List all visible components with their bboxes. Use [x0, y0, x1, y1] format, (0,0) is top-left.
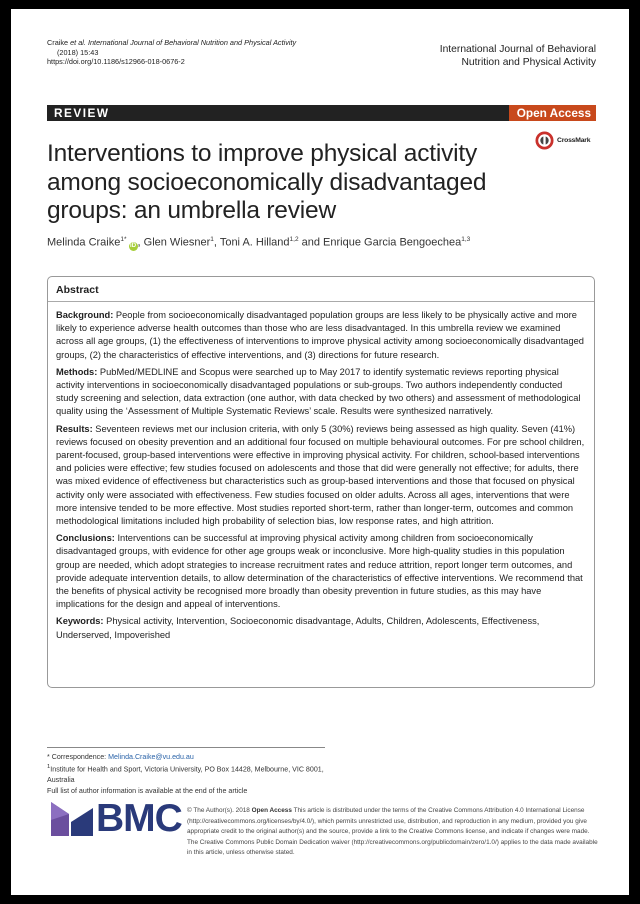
author-name[interactable]: , Toni A. Hilland [213, 236, 290, 249]
orcid-icon[interactable]: iD [130, 242, 137, 249]
author-affiliation-sup: 1 [210, 236, 214, 243]
abstract-results [56, 423, 586, 529]
open-access-badge: Open Access [509, 105, 596, 121]
affiliation-text: Institute for Health and Sport, Victoria University, PO Box 14428, Melbourne, VIC 8001, Australia [47, 765, 324, 785]
author-affiliation-sup: 1,2 [289, 236, 299, 243]
bmc-wordmark: BMC [96, 797, 182, 840]
section-label: Background: [56, 310, 114, 320]
abstract-heading: Abstract [56, 284, 99, 296]
license-text: This article is distributed under the terms of the Creative Commons Attribution 4.0 International License (http://creativecommons.org/licenses/by/4.0/), which permits unrestricted use, distribution, and reproduction in any medium, provided you give appropriate credit to the original author(s) and the source, provide a link to the Creative Commons license, and indicate if changes were made. The Creative Commons Public Domain Dedication waiver (http://creativecommons.org/publicdomain/zero/1.0/) applies to the data made available in this article, unless otherwise stated. [187, 807, 598, 856]
license-statement [187, 806, 602, 859]
author-name[interactable]: and Enrique Garcia Bengoechea [298, 236, 462, 249]
author-affiliation-sup: 1,3 [461, 236, 471, 243]
article-title: Interventions to improve physical activity among socioeconomically disadvantaged groups: an umbrella review [47, 140, 487, 224]
section-label: Methods: [56, 366, 98, 377]
author-affiliation-sup: 1* [120, 236, 127, 243]
affiliation-sup: 1 [47, 764, 51, 771]
open-access-label: Open Access [251, 807, 292, 814]
citation-authors: Craike [47, 38, 71, 47]
journal-name [396, 44, 596, 69]
abstract-divider [48, 301, 594, 302]
abstract-keywords [56, 615, 586, 641]
section-label: Results: [56, 423, 93, 434]
author-list [47, 236, 607, 251]
footnotes [47, 752, 347, 796]
section-text: People from socioeconomically disadvantaged population groups are less likely to be physically active and more likely to experience adverse health outcomes than those who are less disadvantaged. In this umbrella review we examined across all age groups, (1) the effectiveness of interventions to improve physical activity among socioeconomically disadvantaged groups, (2) the characteristics of effective interventions, and (3) directions for future research. [56, 310, 584, 360]
article-type-label: REVIEW [54, 106, 110, 120]
citation-journal: et al. International Journal of Behavioral Nutrition and Physical Activity [70, 38, 297, 47]
citation-header [47, 38, 367, 67]
section-text: Physical activity, Intervention, Socioeconomic disadvantage, Adults, Children, Adolescents, Effectiveness, Underserved, Impoverished [56, 616, 540, 640]
crossmark-label: CrossMark [557, 137, 591, 144]
journal-name-line1: International Journal of Behavioral [439, 44, 596, 55]
journal-name-line2: Nutrition and Physical Activity [461, 56, 596, 68]
correspondence-label: * Correspondence: [47, 753, 109, 761]
abstract-methods [56, 366, 586, 419]
section-label: Conclusions: [56, 533, 115, 544]
author-info-note: Full list of author information is available at the end of the article [47, 786, 248, 795]
abstract-conclusions [56, 532, 586, 611]
citation-year: (2018) 15:43 [57, 47, 99, 57]
abstract-body [56, 309, 586, 646]
author-name[interactable]: Melinda Craike [47, 236, 121, 249]
article-type-banner [47, 105, 596, 121]
bmc-mark-icon [51, 802, 93, 836]
abstract-background [56, 309, 586, 362]
correspondence-email-link[interactable]: Melinda.Craike@vu.edu.au [108, 753, 194, 761]
doi-link[interactable]: https://doi.org/10.1186/s12966-018-0676-2 [47, 57, 185, 67]
section-text: Seventeen reviews met our inclusion criteria, with only 5 (30%) reviews being assessed as high quality. Seven (41%) reviews focused on obesity prevention and an additional four focused on multiple behavioural outcomes. For pre school children, parent-focused, group-based interventions were effective in improving physical activity. For children, school-based interventions and policies were effective; few studies focused on adolescents and those that did were generally not effective; for adults, there was mixed evidence of effectiveness but characteristics such as group-based interventions and those that focused on physical activity only were associated with effectiveness. Few studies focused on older adults. Across all ages, interventions that were more intensive tended to be more effective. Most studies reported short-term, rather than longer-term, outcomes and common methodological limitations included high probability of selection bias, low response rates, and high attrition. [56, 423, 585, 527]
section-text: Interventions can be successful at improving physical activity among children from socioeconomically disadvantaged groups, with evidence for other age groups weak or inconclusive. More high-quality studies in this population group are needed, which adopt strategies to increase recruitment rates and reduce attrition, report longer term outcomes, and provide adequate intervention details, to allow determination of the characteristics of effective interventions. We recommend that the benefits of physical activity be recognised more broadly than obesity prevention in future studies, as this may have implications for the design and appeal of interventions. [56, 533, 583, 610]
author-name[interactable]: , Glen Wiesner [137, 236, 211, 249]
footnote-divider [47, 747, 325, 748]
bmc-logo [51, 799, 182, 839]
section-text: PubMed/MEDLINE and Scopus were searched up to May 2017 to identify systematic reviews reporting physical activity interventions in socioeconomically disadvantaged populations or sub-groups. Two authors independently conducted study screening and selection, data extraction (one author, with data checked by two others) and assessment of methodological quality using the ‘Assessment of Multiple Systematic Reviews’ scale. Results were synthesized narratively. [56, 366, 581, 417]
article-page [11, 9, 629, 895]
section-label: Keywords: [56, 616, 104, 627]
abstract-box [47, 276, 595, 688]
copyright-text: © The Author(s). 2018 [187, 807, 252, 814]
